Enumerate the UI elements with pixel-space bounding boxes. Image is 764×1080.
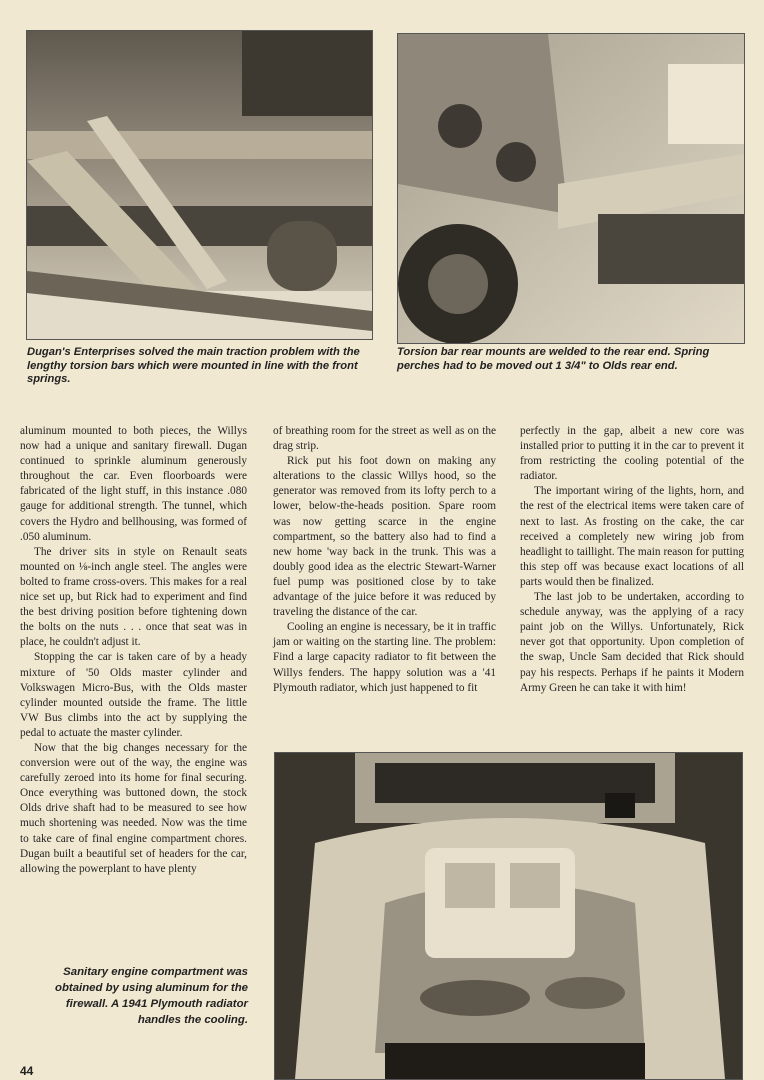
caption-rear-mounts: Torsion bar rear mounts are welded to the rear end. Spring perches had to be moved out 1 3/4" to Olds rear end. [397,346,710,372]
paragraph: Now that the big changes necessary for the conversion were out of the way, the engine was carefully zeroed into its home for final securing. Once everything was buttoned down, the stock Olds drive shaft had to be measured to see how much shortening was needed. Now was the time to take care of final engine compartment chores. Dugan built a beautiful set of headers for the car, allowing the powerplant to have plenty [20,741,247,875]
photo-engine-compartment [274,752,743,1080]
paragraph: The important wiring of the lights, horn, and the rest of the electrical items were taken care of next to last. As frosting on the cake, the car received a completely new wiring job from headlight to taillight. The main reason for putting this step off was because exact locations of all parts would then be finalized. [520,485,744,588]
photo-rear-mounts [397,33,745,344]
page-number: 44 [20,1064,34,1078]
paragraph: The last job to be undertaken, according to schedule anyway, was the applying of a racy paint job on the Willys. Unfortunately, Rick never got that opportunity. Upon completion of the swap, Uncle Sam decided that Rick should pay his respects. Perhaps if he paints it Modern Army Green he can take it with him! [520,591,744,694]
photo-torsion-bars [26,30,373,340]
paragraph: aluminum mounted to both pieces, the Willys now had a unique and sanitary firewall. Dugan continued to sprinkle aluminum generously throughout the car. Even floorboards were fabricated of the light stuff, in this instance .080 gauge for additional strength. The tunnel, which covers the Hydro and bellhousing, was formed of .050 aluminum. [20,425,247,543]
caption-engine-compartment: Sanitary engine compartment was obtained by using aluminum for the firewall. A 1941 Plymouth radiator handles the cooling. [54,966,248,1026]
article-column-2 [273,424,496,696]
caption-torsion-bars: Dugan's Enterprises solved the main traction problem with the lengthy torsion bars which were mounted in line with the front springs. [27,346,360,386]
article-column-3 [520,424,744,696]
article-column-1 [20,424,247,877]
paragraph: The driver sits in style on Renault seats mounted on ⅛-inch angle steel. The angles were bolted to frame cross-overs. This makes for a real nice set up, but Rick had to experiment and find the best driving position before tightening down the bolts on the nuts . . . once that seat was in place, he couldn't adjust it. [20,545,247,649]
paragraph: perfectly in the gap, albeit a new core was installed prior to putting it in the car to prevent it from restricting the cooling potential of the radiator. [520,425,744,483]
paragraph: of breathing room for the street as well as on the drag strip. [273,425,496,453]
paragraph: Rick put his foot down on making any alterations to the classic Willys hood, so the generator was removed from its lofty perch to a lower, below-the-heads position. Spare room was now getting scarce in the engine compartment, so the battery also had to find a new home 'way back in the trunk. This was a doubly good idea as the electric Stewart-Warner fuel pump was positioned close by to take advantage of the juice before it was reduced by traveling the distance of the car. [273,455,496,619]
paragraph: Cooling an engine is necessary, be it in traffic jam or waiting on the starting line. The problem: Find a large capacity radiator to fit between the Willys fenders. The happy solution was a '41 Plymouth radiator, which just happened to fit [273,621,496,694]
paragraph: Stopping the car is taken care of by a heady mixture of '50 Olds master cylinder and Volkswagen Micro-Bus, with the Olds master cylinder mounted outside the frame. The little VW Bus climbs into the act by supplying the pedal to actuate the master cylinder. [20,651,247,739]
